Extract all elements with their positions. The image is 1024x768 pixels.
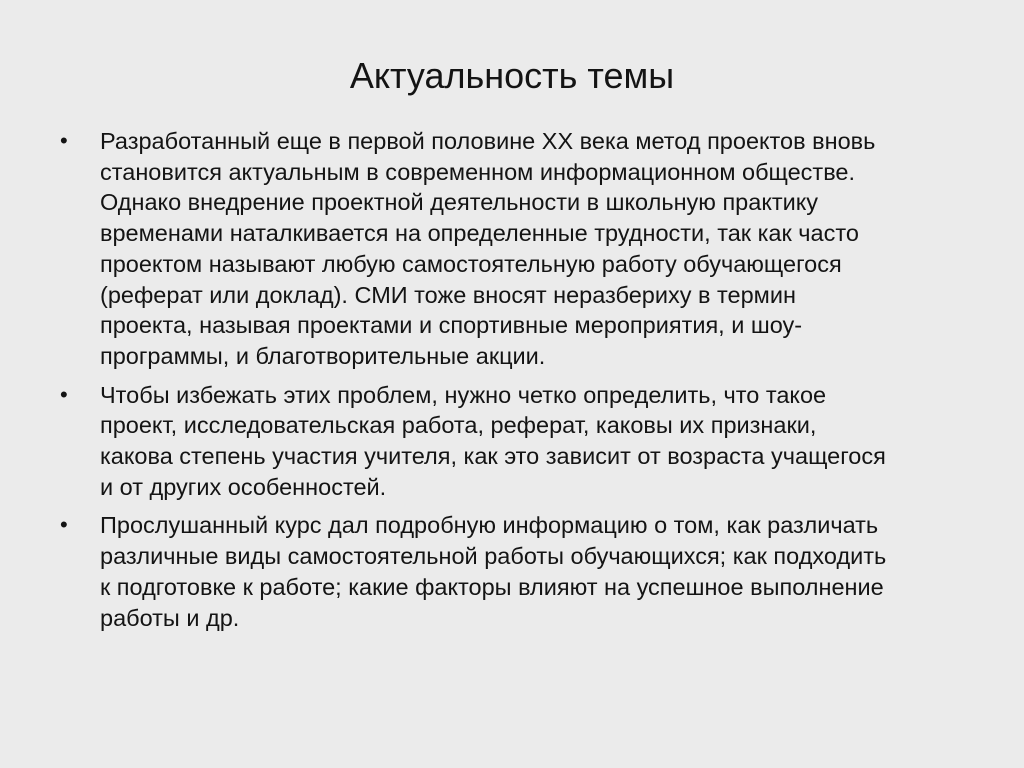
bullet-list <box>60 126 980 641</box>
bullet-line: проектом называют любую самостоятельную работу обучающегося <box>100 250 842 277</box>
bullet-line: программы, и благотворительные акции. <box>100 342 546 369</box>
bullet-item-2 <box>60 380 980 503</box>
bullet-line: к подготовке к работе; какие факторы влияют на успешное выполнение <box>100 573 884 600</box>
bullet-icon: • <box>60 381 68 407</box>
bullet-icon: • <box>60 512 68 538</box>
bullet-line: Однако внедрение проектной деятельности в школьную практику <box>100 189 819 216</box>
bullet-line: и от других особенностей. <box>100 473 387 500</box>
bullet-line: проекта, называя проектами и спортивные мероприятия, и шоу- <box>100 312 803 339</box>
bullet-line: временами наталкивается на определенные трудности, так как часто <box>100 220 859 247</box>
bullet-line: (реферат или доклад). СМИ тоже вносят неразбериху в термин <box>100 281 796 308</box>
bullet-line: Разработанный еще в первой половине XX века метод проектов вновь <box>100 128 876 154</box>
bullet-line: проект, исследовательская работа, реферат, каковы их признаки, <box>100 412 817 439</box>
bullet-item-1 <box>60 126 980 372</box>
bullet-line: различные виды самостоятельной работы обучающихся; как подходить <box>100 543 887 570</box>
bullet-icon: • <box>60 128 68 153</box>
bullet-item-3 <box>60 510 980 633</box>
bullet-line: Прослушанный курс дал подробную информацию о том, как различать <box>100 512 879 539</box>
bullet-line: работы и др. <box>100 604 240 631</box>
bullet-line: Чтобы избежать этих проблем, нужно четко определить, что такое <box>100 381 827 408</box>
slide-title: Актуальность темы <box>349 55 675 96</box>
bullet-line: становится актуальным в современном информационном обществе. <box>100 158 856 185</box>
bullet-line: какова степень участия учителя, как это зависит от возраста учащегося <box>100 443 886 470</box>
